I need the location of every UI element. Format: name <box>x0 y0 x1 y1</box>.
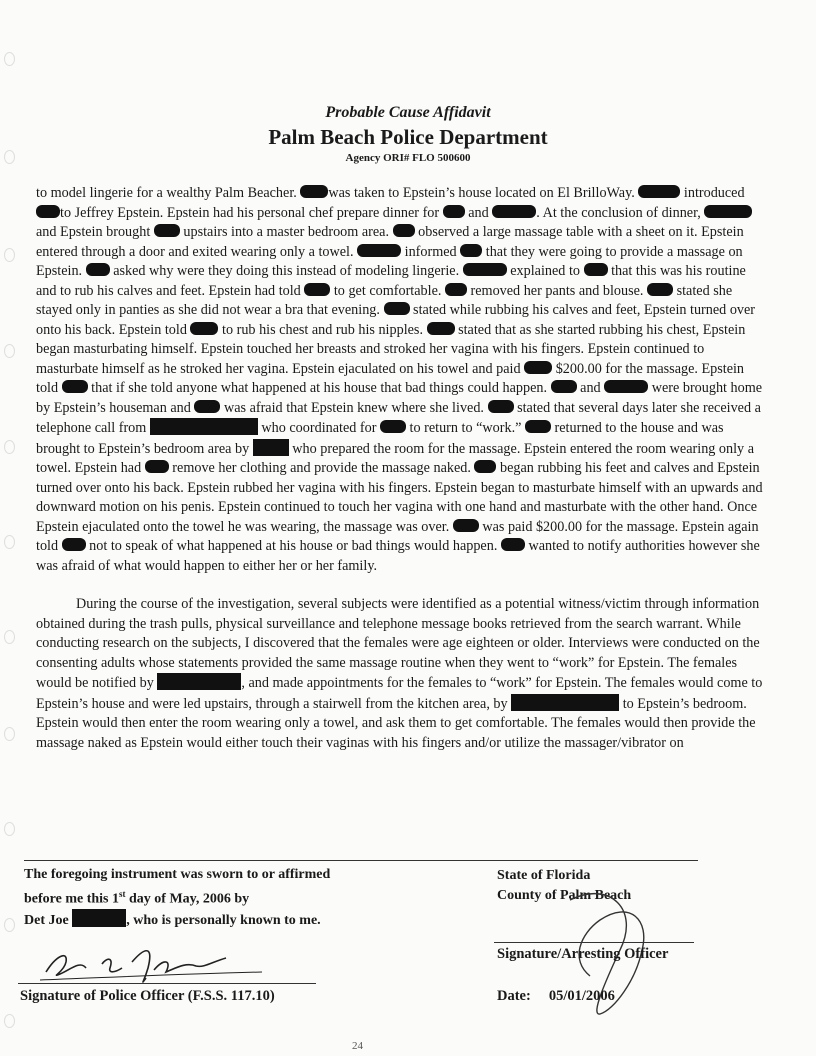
text-run: upstairs into a master bedroom area. <box>179 224 393 240</box>
text-run: that this was his routine and to rub his calves and feet. Epstein had told <box>36 263 746 299</box>
text-run: to return to “work.” <box>406 420 525 436</box>
text-run: stated while rubbing his calves and feet, Epstein turned over onto his back. Epstein told <box>36 302 756 338</box>
agency-ori: Agency ORI# FLO 500600 <box>345 152 471 164</box>
redaction <box>190 322 218 335</box>
text-run: to Epstein’s bedroom. Epstein would then enter the room wearing only a towel, and ask them to get comfortable. The females would then provide the massage naked as Epstein would either touch their vaginas with his fingers and/or utilize the massager/vibrator on <box>36 695 756 751</box>
redaction <box>357 244 401 257</box>
department-name: Palm Beach Police Department <box>268 125 548 149</box>
redaction <box>393 224 415 237</box>
redaction <box>150 418 258 435</box>
text-run: returned to the house and was brought to Epstein’s bedroom area by <box>36 420 724 457</box>
text-run: introduced <box>680 185 745 201</box>
punch-hole <box>4 248 15 262</box>
punch-hole <box>4 344 15 358</box>
punch-hole <box>4 918 15 932</box>
redaction <box>488 400 514 413</box>
redaction <box>427 322 455 335</box>
affidavit-body <box>36 184 766 753</box>
redaction <box>647 283 673 296</box>
punch-hole <box>4 822 15 836</box>
redaction <box>492 205 536 218</box>
redaction <box>154 224 180 237</box>
redaction <box>145 460 169 473</box>
redaction <box>463 263 507 276</box>
redaction <box>86 263 110 276</box>
footer-divider <box>24 860 698 861</box>
document-title: Probable Cause Affidavit <box>325 104 491 121</box>
redaction <box>638 185 680 198</box>
punch-hole <box>4 440 15 454</box>
redaction <box>384 302 410 315</box>
text-run: During the course of the investigation, several subjects were identified as a potential witness/victim through information obtained during the trash pulls, physical surveillance and telephone message books retrieved from the search warrant. While conducting research on the subjects, I discovered that the females were age eighteen or older. Interviews were conducted on the consenting adults whose statements provided the same massage routine when they went to “work” for Epstein. The females would be notified by <box>36 596 760 691</box>
date-label: Date: <box>497 988 531 1004</box>
redaction <box>36 205 60 218</box>
ordinal-suffix: st <box>119 888 126 899</box>
text-run: were brought home by Epstein’s houseman and <box>36 380 763 416</box>
punch-hole <box>4 535 15 549</box>
redaction <box>525 420 551 433</box>
text-run: who prepared the room for the massage. Epstein entered the room wearing only a towel. Epstein had <box>36 440 754 476</box>
officer-signature <box>36 938 276 988</box>
redaction <box>445 283 467 296</box>
text-run: to get comfortable. <box>330 282 445 299</box>
page-mark: 24 <box>352 1040 363 1052</box>
text-run: and <box>576 380 605 396</box>
text-run: to Jeffrey Epstein. Epstein had his personal chef prepare dinner for <box>60 204 443 221</box>
paragraph-1 <box>36 184 766 576</box>
sworn-line-3 <box>24 909 330 931</box>
text-run: and Epstein brought <box>36 224 154 240</box>
text-run: $200.00 for the massage. Epstein told <box>36 360 745 396</box>
redaction <box>62 380 88 393</box>
redaction <box>511 694 619 711</box>
text-run: who coordinated for <box>257 420 380 436</box>
officer-signature-label: Signature of Police Officer (F.S.S. 117.10) <box>20 988 275 1004</box>
state-label: State of Florida <box>497 868 591 883</box>
redaction <box>62 538 86 551</box>
sworn-statement <box>24 866 330 930</box>
sworn-date-text: day of May, 2006 by <box>125 891 250 907</box>
sworn-line-1: The foregoing instrument was sworn to or affirmed <box>24 867 331 882</box>
text-run: stated she stayed only in panties as she did not wear a bra that evening. <box>36 282 733 318</box>
punch-hole <box>4 727 15 741</box>
redaction <box>443 205 465 218</box>
text-run: wanted to notify authorities however she was afraid of what would happen to either her or her family. <box>36 538 760 574</box>
redaction <box>551 380 577 393</box>
redaction <box>157 673 241 690</box>
paragraph-2 <box>36 595 766 753</box>
redaction <box>584 263 608 276</box>
punch-hole <box>4 630 15 644</box>
officer-name: Det Joe <box>24 912 73 928</box>
text-run: was paid $200.00 for the massage. Epstein again told <box>36 518 759 554</box>
text-run: to rub his chest and rub his nipples. <box>218 321 427 338</box>
text-run: began rubbing his feet and calves and Epstein turned over onto his back. Epstein rubbed her vagina with his fingers. Epstein began to masturbate himself with an upwards and downward motion on his penis. Epstein continued to touch her vagina with one hand and masturbate with the other hand. Once Epstein ejaculated onto the towel he was wearing, the massage was over. <box>36 460 763 535</box>
text-run: removed her pants and blouse. <box>466 282 648 299</box>
text-run: was taken to Epstein’s house located on El BrilloWay. <box>328 185 639 201</box>
known-statement: , who is personally known to me. <box>126 912 321 928</box>
redaction <box>604 380 648 393</box>
text-run: informed <box>401 243 461 260</box>
redaction <box>460 244 482 257</box>
text-run: , and made appointments for the females to “work” for Epstein. The females would come to Epstein’s house and were led upstairs, through a stairwell from the kitchen area, by <box>36 675 763 712</box>
text-run: was afraid that Epstein knew where she lived. <box>220 399 488 416</box>
text-run: that they were going to provide a massage on Epstein. <box>36 243 743 279</box>
text-run: not to speak of what happened at his house or bad things would happen. <box>85 538 501 554</box>
redaction <box>704 205 752 218</box>
redaction <box>474 460 496 473</box>
text-run: to model lingerie for a wealthy Palm Beacher. <box>36 185 301 201</box>
text-run: asked why were they doing this instead of modeling lingerie. <box>109 263 463 279</box>
redaction <box>300 185 328 198</box>
text-run: explained to <box>506 263 584 279</box>
redaction <box>72 909 126 927</box>
punch-hole <box>4 52 15 66</box>
redaction <box>380 420 406 433</box>
redaction <box>304 283 330 296</box>
redaction <box>194 400 220 413</box>
date-value: 05/01/2006 <box>548 988 615 1004</box>
arresting-signature-line <box>494 942 694 943</box>
text-run: stated that as she started rubbing his chest, Epstein began masturbating himself. Epstein touched her breasts and stroked her vagina with his fingers. Epstein continued to masturbate himself as he stroked her vagina. Epstein ejaculated on his towel and paid <box>36 321 746 377</box>
redaction <box>524 361 552 374</box>
text-run: observed a large massage table with a sheet on it. Epstein entered through a door and exited wearing only a towel. <box>36 224 744 260</box>
punch-hole <box>4 1014 15 1028</box>
sworn-date-text: before me this 1 <box>24 891 119 907</box>
arresting-officer-label: Signature/Arresting Officer <box>497 946 669 962</box>
redaction <box>253 439 289 456</box>
county-label: County of Palm Beach <box>497 888 632 903</box>
text-run: . At the conclusion of dinner, <box>536 204 705 221</box>
redaction <box>453 519 479 532</box>
text-run: stated that several days later she received a telephone call from <box>36 399 761 436</box>
sworn-line-2 <box>24 885 330 909</box>
text-run: and <box>464 204 493 221</box>
text-run: that if she told anyone what happened at his house that bad things could happen. <box>87 380 551 396</box>
officer-signature-line <box>18 983 316 984</box>
date-field <box>497 988 615 1005</box>
text-run: remove her clothing and provide the massage naked. <box>168 460 475 476</box>
redaction <box>501 538 525 551</box>
